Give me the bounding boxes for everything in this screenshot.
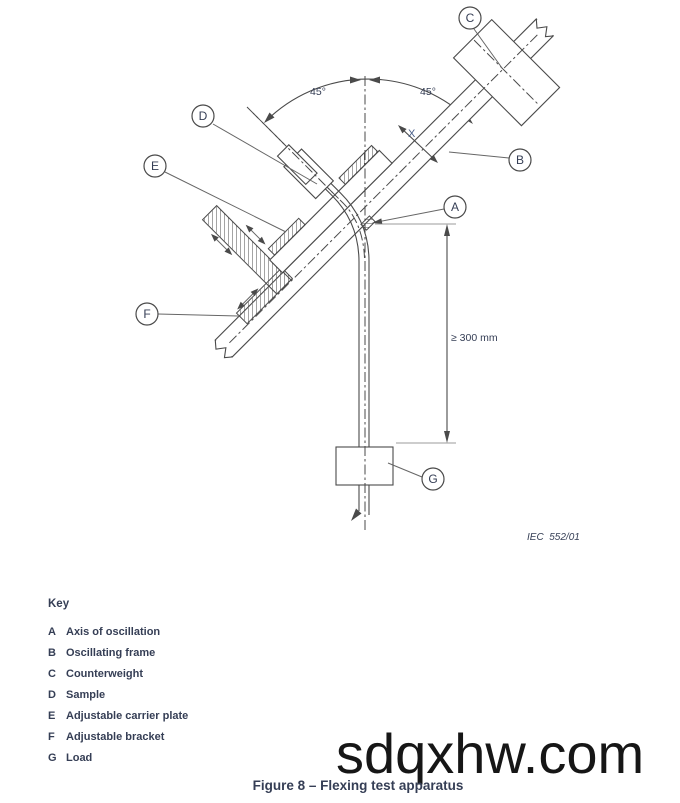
oscillating-frame [145, 0, 584, 390]
key-item [48, 689, 188, 710]
angle-label-right: 45° [420, 86, 436, 98]
key-item-letter: F [48, 731, 55, 743]
angle-label-left: 45° [310, 86, 326, 98]
key-item-label: Load [66, 752, 93, 764]
key-item [48, 668, 188, 689]
length-dimension-label: ≥ 300 mm [451, 332, 498, 344]
key-item-label: Adjustable carrier plate [66, 710, 189, 722]
key-item-letter: D [48, 689, 56, 701]
callout-d [192, 105, 214, 127]
figure-caption: Figure 8 – Flexing test apparatus [252, 778, 464, 793]
key-item-label: Adjustable bracket [66, 731, 165, 743]
callout-b [509, 149, 531, 171]
svg-text:B: B [515, 153, 525, 167]
key-item [48, 626, 188, 647]
x-dimension-label: X [408, 128, 416, 140]
key-item-label: Counterweight [66, 668, 143, 680]
key-title: Key [48, 598, 70, 610]
key-item-letter: B [48, 647, 56, 659]
key-item-label: Sample [66, 689, 106, 701]
svg-text:E: E [150, 159, 160, 173]
callout-a [444, 196, 466, 218]
key-item-label: Oscillating frame [66, 647, 156, 659]
callout-e [144, 155, 166, 177]
key-item [48, 731, 188, 752]
key-block [48, 598, 188, 773]
svg-text:A: A [450, 200, 460, 214]
iec-reference: IEC 552/01 [527, 532, 580, 543]
length-dimension [444, 224, 450, 443]
key-item [48, 647, 188, 668]
key-item-letter: E [48, 710, 56, 722]
sample-clamp [275, 141, 333, 199]
key-item-letter: G [48, 752, 57, 764]
svg-text:G: G [428, 472, 438, 486]
svg-text:D: D [198, 109, 208, 123]
key-item [48, 752, 188, 773]
cable-tip-arrow [351, 509, 362, 522]
key-item [48, 710, 188, 731]
callout-g [422, 468, 444, 490]
svg-text:C: C [465, 11, 475, 25]
callout-c [459, 7, 481, 29]
callout-f [136, 303, 158, 325]
dimension-extension-lines [375, 224, 456, 443]
svg-text:F: F [143, 307, 151, 321]
watermark-text: sdqxhw.com [336, 722, 645, 785]
key-item-letter: C [48, 668, 56, 680]
key-item-label: Axis of oscillation [66, 626, 161, 638]
key-item-letter: A [48, 626, 56, 638]
